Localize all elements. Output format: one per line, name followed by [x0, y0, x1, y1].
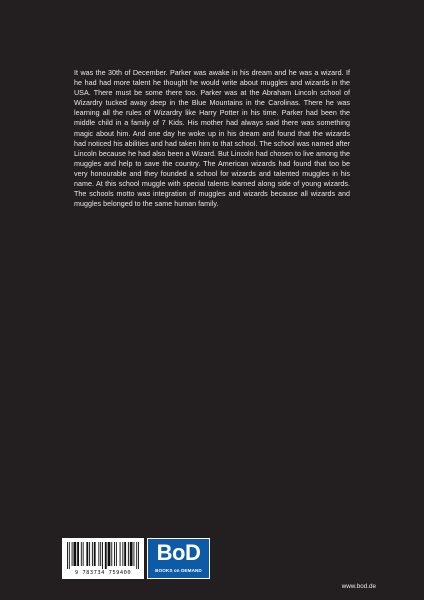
bod-logo [147, 538, 210, 579]
isbn-barcode [62, 538, 144, 579]
bod-logo-subtitle: BOOKS on DEMAND [155, 568, 202, 573]
barcode-bars [67, 542, 139, 569]
bod-logo-word: BoD [156, 540, 201, 565]
publisher-url: www.bod.de [341, 583, 376, 590]
back-cover-blurb: It was the 30th of December. Parker was awake in his dream and he was a wizard. If he had had more talent he thought he would write about muggles and wizards in the USA. There must be some there too. Parker was at the Abraham Lincoln school of Wizardry tucked away deep in the Blue Mountains in the Carolinas. There he was learning all the rules of Wizardry like Harry Potter in his time. Parker had been the middle child in a family of 7 Kids. His mother had always said there was something magic about him. And one day he woke up in his dream and found that the wizards had noticed his abilities and had taken him to that school. The school was named after Lincoln because he had also been a Wizard. But Lincoln had chosen to live among the muggles and help to save the country. The American wizards had found that too be very honourable and they founded a school for wizards and talented muggles in his name. At this school muggle with special talents learned along side of young wizards. The schools motto was integration of muggles and wizards because all wizards and muggles belonged to the same human family. [74, 69, 350, 209]
isbn-number: 9 783734 759400 [74, 570, 132, 576]
